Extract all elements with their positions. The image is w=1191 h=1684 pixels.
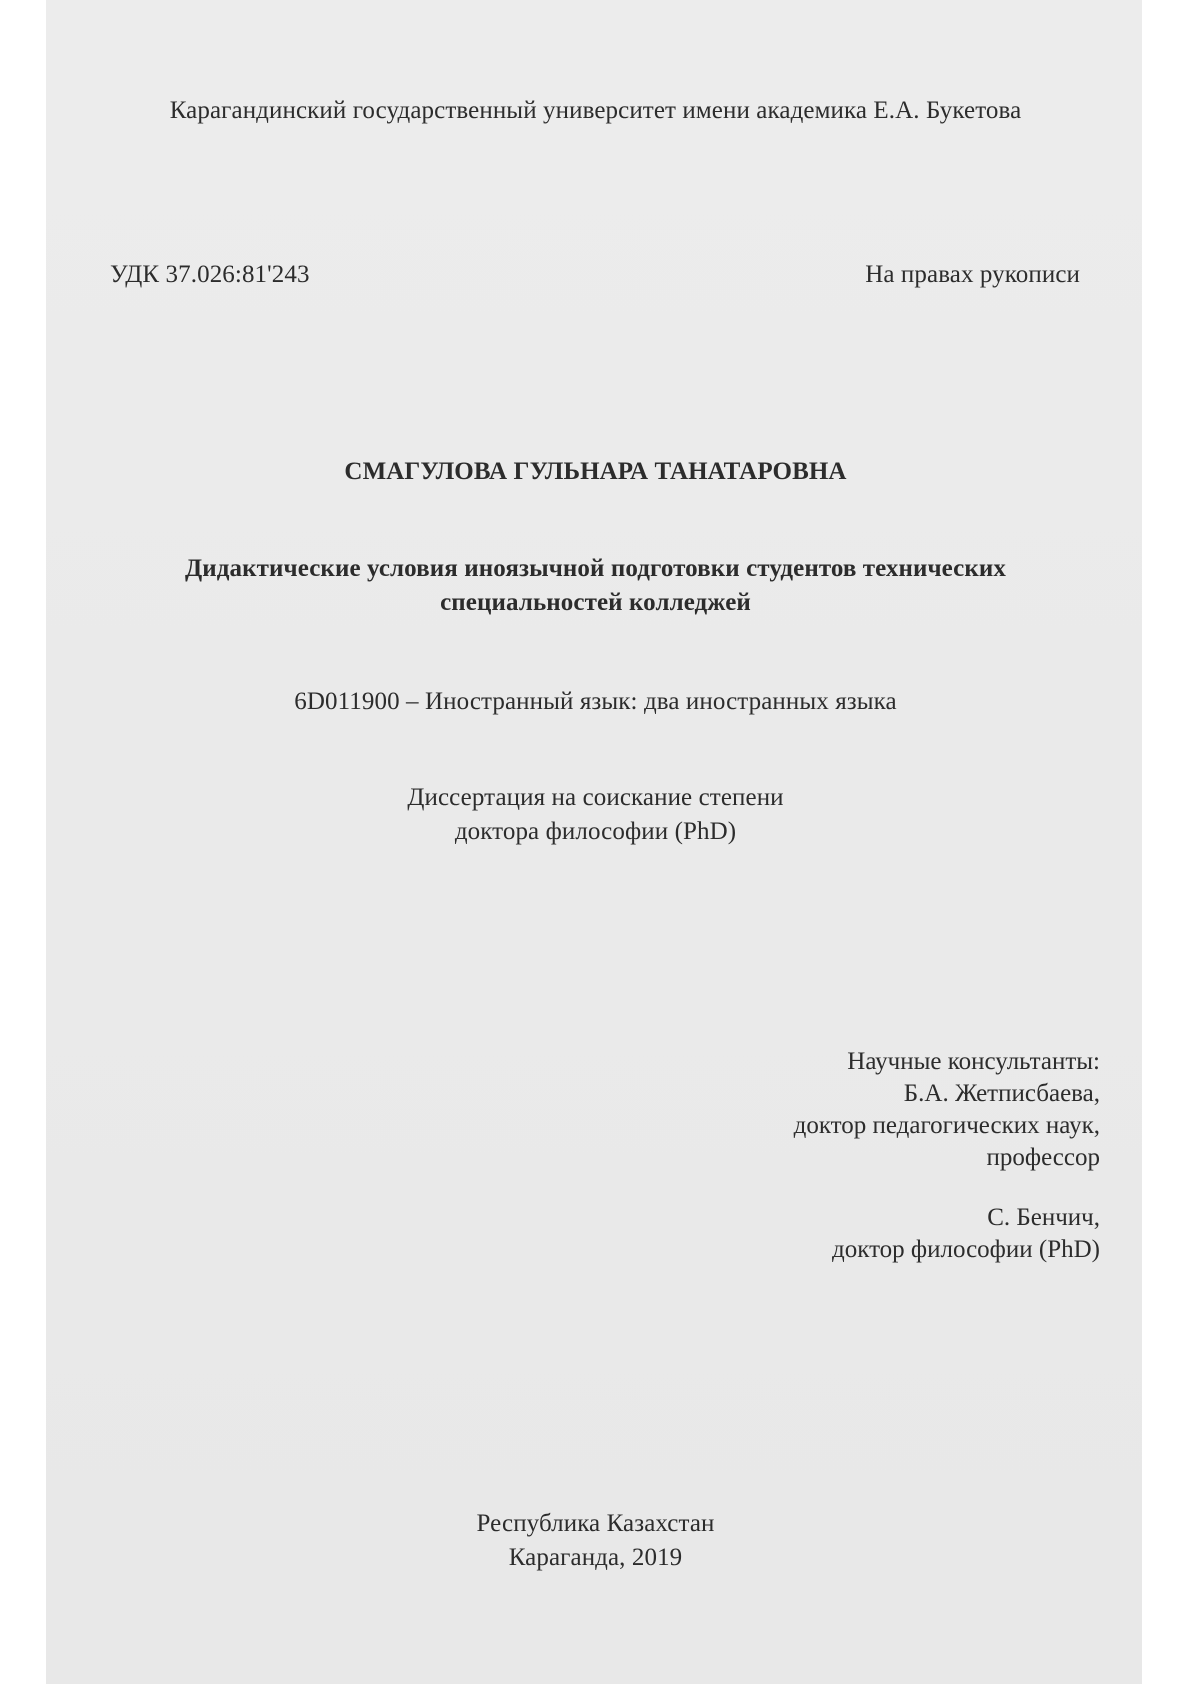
dissertation-title-line-1: Дидактические условия иноязычной подготовки студентов технических	[185, 555, 1006, 582]
consultant-1-degree: доктор педагогических наук,	[793, 1112, 1100, 1139]
university-name: Карагандинский государственный университет имени академика Е.А. Букетова	[169, 97, 1022, 124]
consultant-2-degree: доктор философии (PhD)	[832, 1236, 1100, 1263]
author-name: СМАГУЛОВА ГУЛЬНАРА ТАНАТАРОВНА	[344, 458, 847, 485]
consultant-1-title: профессор	[986, 1144, 1100, 1171]
degree-line-2: доктора философии (PhD)	[454, 818, 737, 845]
degree-line-1: Диссертация на соискание степени	[407, 784, 784, 811]
manuscript-rights: На правах рукописи	[865, 261, 1080, 288]
consultant-2-name: С. Бенчич,	[987, 1204, 1100, 1231]
consultants-heading: Научные консультанты:	[847, 1048, 1100, 1075]
consultant-1-name: Б.А. Жетписбаева,	[903, 1080, 1100, 1107]
consultants-block	[794, 1046, 1100, 1266]
udk-code: УДК 37.026:81'243	[110, 261, 310, 288]
dissertation-title-line-2: специальностей колледжей	[440, 589, 751, 616]
footer-city-year: Караганда, 2019	[508, 1544, 683, 1571]
footer-country: Республика Казахстан	[476, 1510, 715, 1537]
specialty-code: 6D011900 – Иностранный язык: два иностранных языка	[294, 688, 897, 715]
